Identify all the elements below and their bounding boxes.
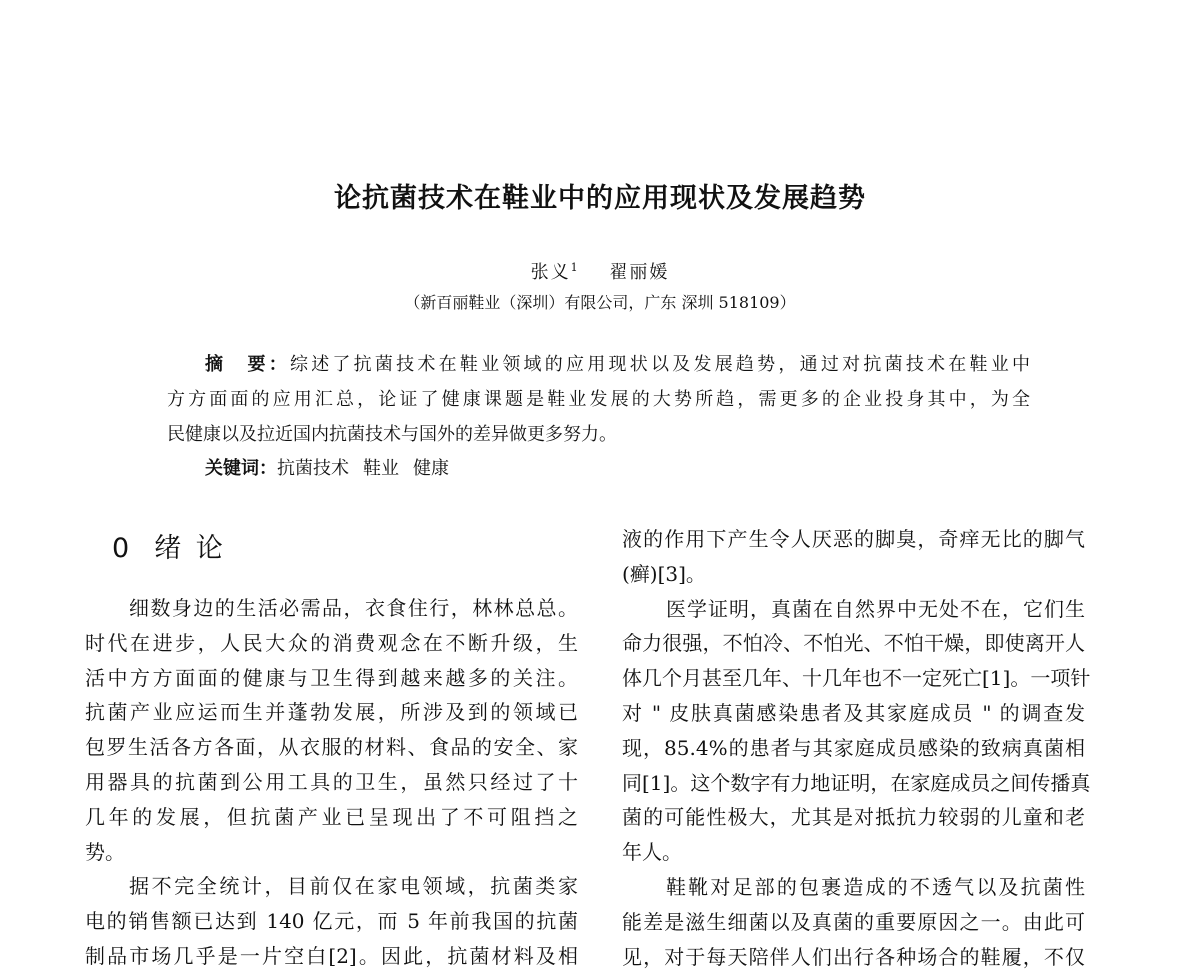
abstract-label: 摘 要： — [205, 354, 290, 375]
paragraph-line: 液的作用下产生令人厌恶的脚臭，奇痒无比的脚气 — [622, 527, 1085, 551]
paragraph-line: 抗菌产业应运而生并蓬勃发展，所涉及到的领域已 — [85, 700, 578, 725]
paragraph-line: 几年的发展，但抗菌产业已呈现出了不可阻挡之 — [85, 804, 578, 829]
paragraph-line: 体几个月甚至几年、十几年也不一定死亡[1]。一项针 — [622, 666, 1091, 691]
keyword: 健康 — [413, 458, 449, 479]
paragraph-line: 见，对于每天陪伴人们出行各种场合的鞋履，不仅 — [622, 944, 1085, 969]
keywords-label: 关键词： — [205, 458, 277, 479]
paragraph-line: (癣)[3]。 — [622, 561, 706, 586]
section-title: 绪 论 — [154, 533, 226, 564]
paragraph-line: 据不完全统计，目前仅在家电领域，抗菌类家 — [129, 874, 578, 899]
paragraph-line: 能差是滋生细菌以及真菌的重要原因之一。由此可 — [622, 909, 1085, 934]
author-superscript: 1 — [570, 261, 580, 274]
paragraph-line: 时代在进步，人民大众的消费观念在不断升级，生 — [85, 630, 578, 655]
paragraph-line: 现，85.4%的患者与其家庭成员感染的致病真菌相 — [622, 735, 1085, 760]
paragraph-line: 细数身边的生活必需品，衣食住行，林林总总。 — [129, 596, 578, 620]
paper-title: 论抗菌技术在鞋业中的应用现状及发展趋势 — [334, 183, 866, 214]
paragraph-line: 同[1]。这个数字有力地证明，在家庭成员之间传播真 — [622, 770, 1091, 795]
paragraph-line: 包罗生活各方各面，从衣服的材料、食品的安全、家 — [85, 735, 578, 760]
keywords — [205, 455, 449, 483]
paragraph-line: 年人。 — [622, 840, 682, 865]
paragraph-line: 鞋靴对足部的包裹造成的不透气以及抗菌性 — [666, 875, 1085, 899]
paragraph-line: 用器具的抗菌到公用工具的卫生，虽然只经过了十 — [85, 770, 578, 794]
section-heading — [112, 526, 226, 565]
paragraph-line: 活中方方面面的健康与卫生得到越来越多的关注。 — [85, 665, 578, 690]
paragraph-line: 电的销售额已达到 140 亿元，而 5 年前我国的抗菌 — [85, 909, 578, 934]
paragraph-line: 制品市场几乎是一片空白[2]。因此，抗菌材料及相 — [85, 944, 578, 968]
abstract-line — [205, 350, 1030, 380]
authors — [0, 258, 1200, 284]
abstract-text: 综述了抗菌技术在鞋业领域的应用现状以及发展趋势，通过对抗菌技术在鞋业中 — [289, 354, 1031, 375]
section-number: 0 — [112, 533, 133, 564]
abstract-line: 方方面面的应用汇总，论证了健康课题是鞋业发展的大势所趋，需更多的企业投身其中，为全 — [167, 389, 1030, 410]
author-1: 张义 — [530, 262, 571, 283]
abstract-line: 民健康以及拉近国内抗菌技术与国外的差异做更多努力。 — [167, 424, 617, 445]
affiliation: （新百丽鞋业（深圳）有限公司，广东 深圳 518109） — [404, 293, 796, 312]
paragraph-line: 医学证明，真菌在自然界中无处不在，它们生 — [666, 596, 1085, 621]
paragraph-line: 菌的可能性极大，尤其是对抵抗力较弱的儿童和老 — [622, 805, 1085, 830]
paragraph-line: 命力很强，不怕冷、不怕光、不怕干燥，即使离开人 — [622, 631, 1085, 656]
paragraph-line: 势。 — [85, 839, 125, 864]
keyword: 抗菌技术 — [277, 458, 349, 479]
paragraph-line: 对 " 皮肤真菌感染患者及其家庭成员 " 的调查发 — [622, 701, 1085, 725]
author-2: 翟丽媛 — [609, 262, 670, 283]
keyword: 鞋业 — [363, 458, 399, 479]
